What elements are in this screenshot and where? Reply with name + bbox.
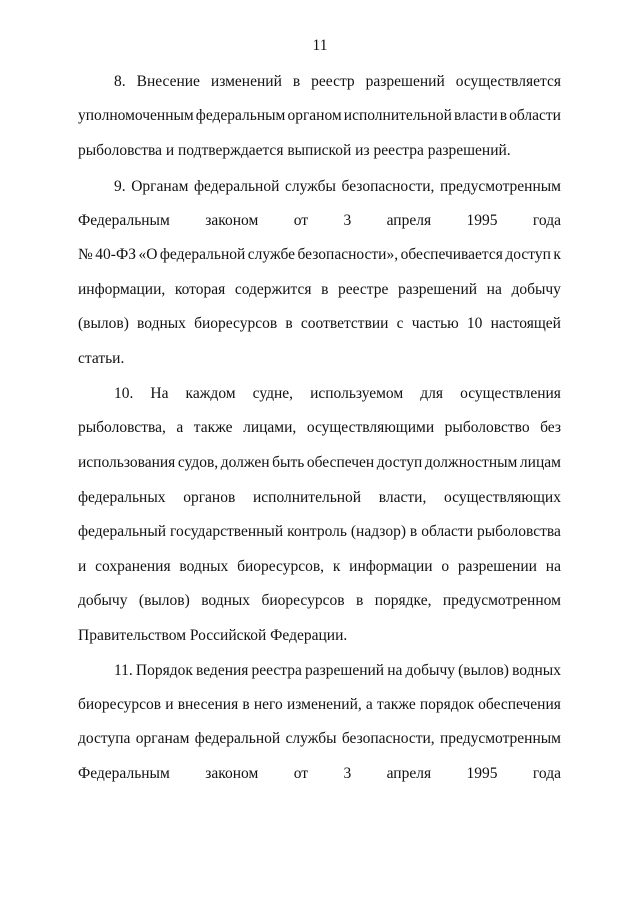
paragraph-10-line: добычу (вылов) водных биоресурсов в порядке, предусмотренном (78, 592, 561, 609)
paragraph-8-line: рыболовства и подтверждается выпиской из реестра разрешений. (78, 142, 511, 159)
paragraph-11-line: биоресурсов и внесения в него изменений, а также порядок обеспечения (78, 696, 561, 713)
paragraph-9-line: Федеральным законом от 3 апреля 1995 года (78, 212, 561, 229)
paragraph-10-line: 10. На каждом судне, используемом для осуществления (114, 385, 561, 402)
paragraph-10-line: Правительством Российской Федерации. (78, 627, 348, 644)
paragraph-9-line: № 40-ФЗ «О федеральной службе безопасности», обеспечивается доступ к (78, 246, 561, 263)
paragraph-8-line: 8. Внесение изменений в реестр разрешений осуществляется (114, 73, 561, 90)
paragraph-10-line: федеральных органов исполнительной власти, осуществляющих (78, 489, 561, 506)
paragraph-11-line: доступа органам федеральной службы безопасности, предусмотренным (78, 730, 561, 747)
paragraph-11-line: 11. Порядок ведения реестра разрешений на добычу (вылов) водных (114, 662, 561, 679)
paragraph-9-line: статьи. (78, 350, 125, 367)
paragraph-9-line: информации, которая содержится в реестре разрешений на добычу (78, 281, 561, 298)
paragraph-10-line: использования судов, должен быть обеспечен доступ должностным лицам (78, 454, 561, 471)
paragraph-8-line: уполномоченным федеральным органом исполнительной власти в области (78, 107, 561, 124)
paragraph-10-line: и сохранения водных биоресурсов, к информации о разрешении на (78, 558, 561, 575)
page-number: 11 (312, 37, 328, 54)
paragraph-9-line: 9. Органам федеральной службы безопасности, предусмотренным (114, 178, 561, 195)
paragraph-11-line: Федеральным законом от 3 апреля 1995 года (78, 765, 561, 782)
paragraph-10-line: рыболовства, а также лицами, осуществляющими рыболовство без (78, 419, 561, 436)
paragraph-9-line: (вылов) водных биоресурсов в соответствии с частью 10 настоящей (78, 315, 561, 332)
paragraph-10-line: федеральный государственный контроль (надзор) в области рыболовства (78, 523, 561, 540)
